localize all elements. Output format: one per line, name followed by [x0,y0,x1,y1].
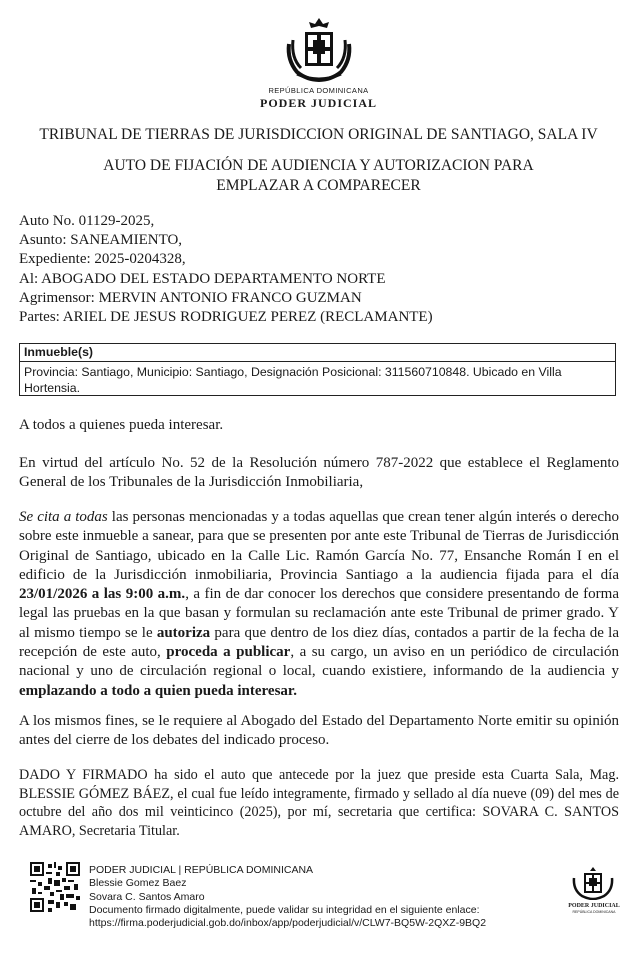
asunto: Asunto: SANEAMIENTO, [19,232,183,249]
hearing-date: 23/01/2026 a las 9:00 a.m. [19,586,186,603]
republica-label: REPÚBLICA DOMINICANA [268,86,369,95]
validation-link[interactable]: https://firma.poderjudicial.gob.do/inbox/app/poderjudicial/v/CLW7-BQ5W-2QXZ-9BQ2 [89,917,487,930]
inmueble-box [19,343,616,396]
qr-code-icon[interactable] [30,862,80,912]
footer-validation-note: Documento firmado digitalmente, puede validar su integridad en el siguiente enlace: [89,903,480,916]
auto-number: Auto No. 01129-2025, [19,213,155,229]
citation-paragraph: Se cita a todas las personas mencionadas y a todas aquellas que crean tener algún interés o derecho sobre este inmueble a sanear, para que se presenten por ante este Tribunal de Tierras de Jurisdicción Original de Santiago, ubicado en la Calle Lic. Ramón García No. 77, Ensanche Román I en el edificio de la Jurisdicción inmobiliaria, Provincia Santiago a la audiencia fijada para el día 23/01/2026 a las 9:00 a.m., a fin de dar conocer los derechos que considere presentando de forma legal las pruebas en la que basan y formulan su reclamación ante este Tribunal de primer grado. Y al mismo tiempo se le autoriza para que dentro de los diez días, contados a partir de la fecha de la recepción de este auto, proceda a publicar, a su cargo, un aviso en un periódico de circulación nacional y uno de circulación regional o local, cuando existiere, informando de la audiencia y emplazando a todo a quien pueda interesar. [19,509,619,699]
case-metadata [19,212,433,327]
footer-signer-secretary: Sovara C. Santos Amaro [89,890,205,903]
greeting-paragraph: A todos a quienes pueda interesar. [19,417,224,433]
requirement-paragraph: A los mismos fines, se le requiere al Abogado del Estado del Departamento Norte emitir su opinión antes del cierre de los debates del indicado proceso. [19,713,619,749]
inmueble-heading: Inmueble(s) [20,344,615,362]
poder-judicial-label: PODER JUDICIAL [259,96,377,110]
agrimensor: Agrimensor: MERVIN ANTONIO FRANCO GUZMAN [19,289,362,306]
legal-basis-paragraph: En virtud del artículo No. 52 de la Resolución número 787-2022 que establece el Reglamento General de los Tribunales de la Jurisdicción Inmobiliaria, [19,455,619,491]
partes: Partes: ARIEL DE JESUS RODRIGUEZ PEREZ (RECLAMANTE) [19,309,433,326]
auto-title: AUTO DE FIJACIÓN DE AUDIENCIA Y AUTORIZACION PARA EMPLAZAR A COMPARECER [103,157,534,194]
footer-poder-judicial: PODER JUDICIAL [568,903,620,909]
inmueble-description: Provincia: Santiago, Municipio: Santiago, Designación Posicional: 311560710848. Ubicado en Villa Hortensia. [24,365,562,395]
signature-paragraph: DADO Y FIRMADO ha sido el auto que antecede por la juez que preside esta Cuarta Sala, Mag. BLESSIE GÓMEZ BÁEZ, el cual fue leído integramente, firmado y sellado al día nueve (09) del mes de octubre del año dos mil veinticinco (2025), por mí, secretaria que certifica: SOVARA C. SANTOS AMARO, Secretaria Titular. [19,767,619,839]
coat-of-arms-icon [570,866,616,900]
footer-institution: PODER JUDICIAL | REPÚBLICA DOMINICANA [89,864,314,876]
tribunal-title: TRIBUNAL DE TIERRAS DE JURISDICCION ORIGINAL DE SANTIAGO, SALA IV [39,126,598,143]
citation-lead: Se cita a todas [19,509,108,525]
addressee: Al: ABOGADO DEL ESTADO DEPARTAMENTO NORTE [19,270,386,287]
footer-republica: REPÚBLICA DOMINICANA [572,910,616,914]
expediente: Expediente: 2025-0204328, [19,251,186,268]
footer-signer-judge: Blessie Gomez Baez [89,877,187,890]
digital-signature-info [89,864,486,930]
coat-of-arms-icon [283,14,355,84]
